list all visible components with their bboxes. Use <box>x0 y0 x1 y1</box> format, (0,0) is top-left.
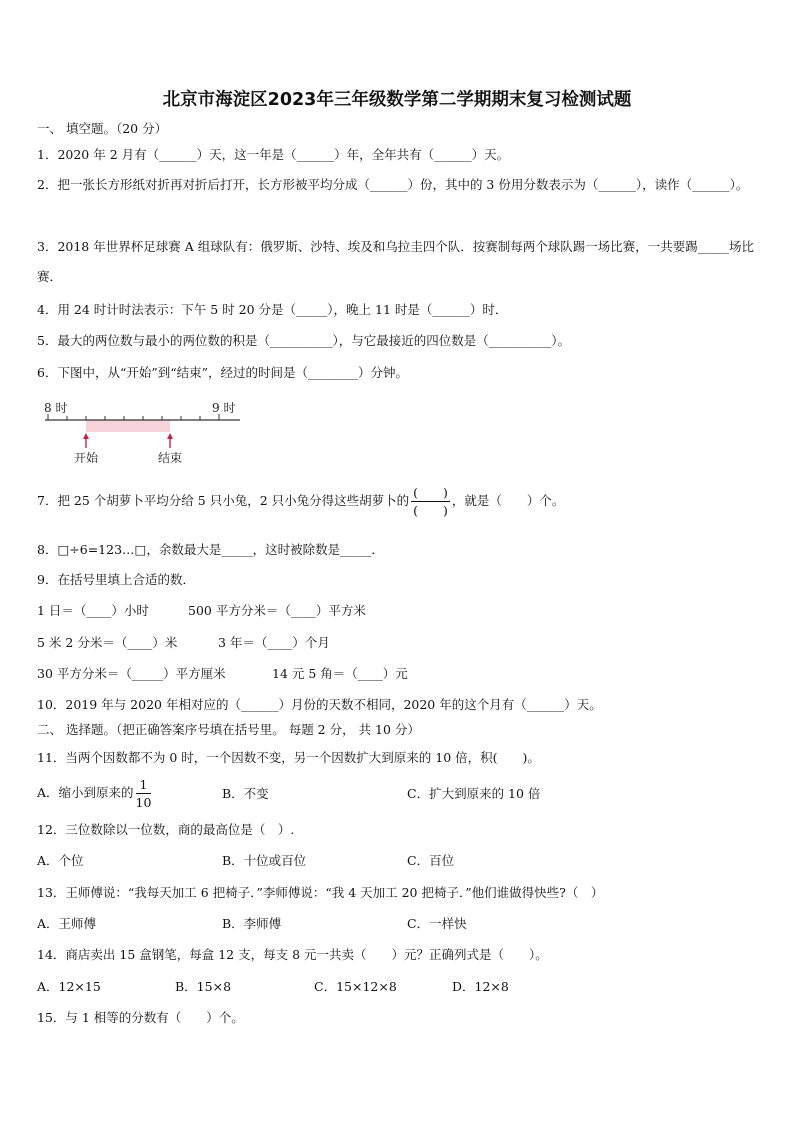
question-9-item-4: 3 年＝（____）个月 <box>218 635 330 650</box>
one-tenth-numerator: 1 <box>136 776 152 794</box>
question-4: 4．用 24 时计时法表示：下午 5 时 20 分是（_____），晚上 11 时是（______）时． <box>37 302 508 317</box>
question-7-numerator: ( ) <box>413 485 448 500</box>
question-12-option-b: B．十位或百位 <box>222 853 307 868</box>
question-12-option-c: C．百位 <box>407 853 455 868</box>
question-7-text-after: ，就是（ ）个。 <box>451 493 565 508</box>
question-9-item-3: 5 米 2 分米＝（____）米 <box>37 635 178 650</box>
end-arrow-icon <box>167 433 173 448</box>
timeline-start-label: 开始 <box>74 451 99 465</box>
question-14: 14．商店卖出 15 盒钢笔，每盒 12 支，每支 8 元一共卖（ ）元？正确列式是（ ）。 <box>37 947 548 962</box>
question-2: 2．把一张长方形纸对折再对折后打开，长方形被平均分成（______）份，其中的 3 份用分数表示为（______），读作（______）。 <box>37 177 749 192</box>
section-2-heading: 二、 选择题。（把正确答案序号填在括号里。 每题 2 分， 共 10 分） <box>37 722 420 737</box>
question-14-option-c: C．15×12×8 <box>314 979 397 994</box>
timeline-end-label: 结束 <box>158 451 183 465</box>
question-5: 5．最大的两位数与最小的两位数的积是（__________），与它最接近的四位数是（__________）。 <box>37 333 570 348</box>
timeline-ticks <box>48 414 219 420</box>
start-arrow-icon <box>83 433 89 448</box>
question-11-option-c: C．扩大到原来的 10 倍 <box>407 786 541 801</box>
question-7 <box>37 484 564 519</box>
question-14-option-b: B．15×8 <box>175 979 232 994</box>
question-9-item-6: 14 元 5 角＝（____）元 <box>272 666 408 681</box>
timeline-right-label: 9 时 <box>212 401 236 415</box>
question-15: 15．与 1 相等的分数有（ ）个。 <box>37 1010 244 1025</box>
question-12-option-a: A．个位 <box>37 853 84 868</box>
question-9-item-2: 500 平方分米＝（____）平方米 <box>188 603 366 618</box>
elapsed-time-shading <box>86 420 170 432</box>
question-9-item-5: 30 平方分米＝（_____）平方厘米 <box>37 666 226 681</box>
section-1-heading: 一、 填空题。（20 分） <box>37 121 168 136</box>
question-6: 6．下图中，从“开始”到“结束”，经过的时间是（________）分钟。 <box>37 365 409 380</box>
question-7-text-before: 7．把 25 个胡萝卜平均分给 5 只小兔，2 只小兔分得这些胡萝卜的 <box>37 493 410 508</box>
question-8: 8．□÷6=123…□，余数最大是_____，这时被除数是_____． <box>37 542 384 557</box>
question-1: 1．2020 年 2 月有（______）天，这一年是（______）年，全年共有（______）天。 <box>37 147 510 162</box>
question-13: 13．王师傅说：“我每天加工 6 把椅子．”李师傅说：“我 4 天加工 20 把椅子．”他们谁做得快些?（ ） <box>37 885 604 900</box>
question-7-denominator: ( ) <box>413 503 448 518</box>
question-11-option-a-text: A．缩小到原来的 <box>37 785 134 800</box>
timeline-figure <box>40 400 250 468</box>
question-13-option-b: B．李师傅 <box>222 916 282 931</box>
question-7-fraction <box>411 484 450 519</box>
question-12: 12．三位数除以一位数，商的最高位是（ ）. <box>37 822 295 837</box>
question-13-option-c: C．一样快 <box>407 916 467 931</box>
question-13-option-a: A．王师傅 <box>37 916 97 931</box>
question-10: 10．2019 年与 2020 年相对应的（______）月份的天数不相同，2020 年的这个月有（______）天。 <box>37 697 602 712</box>
question-14-option-d: D．12×8 <box>452 979 509 994</box>
question-11-option-a <box>37 776 153 811</box>
question-11-option-b: B．不变 <box>222 786 269 801</box>
question-14-option-a: A．12×15 <box>37 979 101 994</box>
question-9: 9．在括号里填上合适的数． <box>37 572 195 587</box>
timeline-left-label: 8 时 <box>44 401 68 415</box>
one-tenth-denominator: 10 <box>135 795 152 810</box>
question-9-item-1: 1 日＝（____）小时 <box>37 603 149 618</box>
question-11: 11．当两个因数都不为 0 时，一个因数不变，另一个因数扩大到原来的 10 倍，积( )。 <box>37 750 540 765</box>
page-title: 北京市海淀区2023年三年级数学第二学期期末复习检测试题 <box>162 90 632 110</box>
one-tenth-fraction <box>136 776 152 811</box>
question-3: 3．2018 年世界杯足球赛 A 组球队有：俄罗斯、沙特、埃及和乌拉圭四个队．按赛制每两个球队踢一场比赛，一共要踢_____场比赛． <box>37 239 754 284</box>
